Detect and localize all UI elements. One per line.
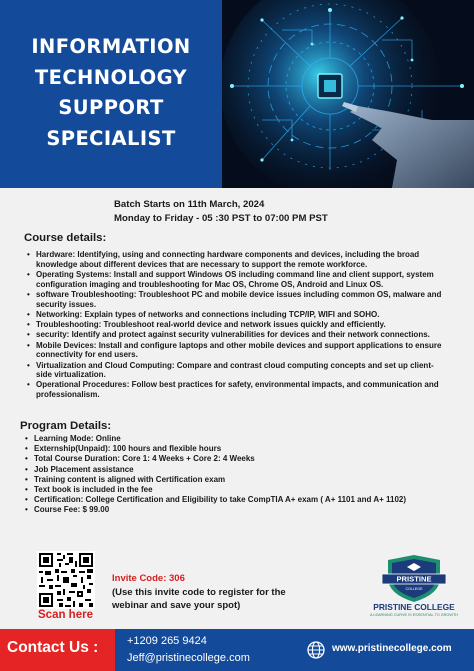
course-details-list: [26, 250, 442, 400]
list-item: • Course Fee: $ 99.00: [24, 505, 414, 515]
invite-instructions: (Use this invite code to register for the webinar and save your spot): [112, 587, 286, 611]
hero-tech-image: [222, 0, 474, 188]
course-title-line: TECHNOLOGY: [34, 65, 188, 89]
logo-badge-subtext: COLLEGE: [405, 587, 423, 591]
contact-label-box: [0, 629, 115, 671]
course-details-heading: Course details:: [24, 232, 107, 244]
college-name: PRISTINE COLLEGE: [373, 602, 455, 612]
program-details-heading: Program Details:: [20, 420, 112, 432]
list-item: • Operational Procedures: Follow best practices for safety, environmental impacts, and communication and professionalism.: [26, 380, 442, 400]
course-title-line: INFORMATION: [31, 35, 191, 58]
list-item: • Virtualization and Cloud Computing: Compare and contrast cloud computing concepts and set up client-side virtualization.: [26, 361, 442, 381]
phone-link[interactable]: +1209 265 9424: [127, 635, 207, 647]
batch-info: [114, 198, 328, 226]
circuit-hand-illustration: [222, 0, 474, 188]
qr-code-icon: [37, 551, 95, 609]
list-item: • Externship(Unpaid): 100 hours and flexible hours: [24, 444, 414, 454]
college-tagline: A LEARNING CURVE IS ESSENTIAL TO GROWTH: [369, 613, 459, 617]
logo-badge-text: PRISTINE: [396, 574, 432, 584]
list-item: • Learning Mode: Online: [24, 434, 414, 444]
course-title: [0, 32, 222, 154]
list-item: • Troubleshooting: Troubleshoot real-world device and network issues quickly and efficiently.: [26, 320, 442, 330]
hero-banner: [0, 0, 474, 188]
shield-icon: [374, 552, 454, 604]
list-item: • Networking: Explain types of networks and connections including TCP/IP, WIFI and SOHO.: [26, 310, 442, 320]
website-link[interactable]: www.pristinecollege.com: [332, 643, 452, 654]
qr-code[interactable]: [37, 551, 95, 609]
scan-here-label: Scan here: [38, 609, 93, 621]
list-item: • security: Identify and protect against security vulnerabilities for devices and their network connections.: [26, 330, 442, 340]
list-item: • Training content is aligned with Certification exam: [24, 475, 414, 485]
course-title-line: SUPPORT: [58, 96, 164, 119]
list-item: • Text book is included in the fee: [24, 485, 414, 495]
program-details-list: [24, 434, 414, 516]
hero-title-panel: [0, 0, 222, 188]
globe-icon: [307, 641, 325, 659]
list-item: • Operating Systems: Install and support Windows OS including command line and client support, system configuration imaging and troubleshooting for Mac OS, Chrome OS, Android and Linux OS.: [26, 270, 442, 290]
list-item: • Mobile Devices: Install and configure laptops and other mobile devices and support applications to ensure connectivity for end users.: [26, 341, 442, 361]
contact-footer: [0, 629, 474, 671]
list-item: • software Troubleshooting: Troubleshoot PC and mobile device issues including common OS, malware and security issues.: [26, 290, 442, 310]
list-item: • Job Placement assistance: [24, 465, 414, 475]
list-item: • Certification: College Certification and Eligibility to take CompTIA A+ exam ( A+ 1101 and A+ 1102): [24, 495, 414, 505]
invite-code: Invite Code: 306: [112, 573, 185, 584]
list-item: • Hardware: Identifying, using and connecting hardware components and devices, including the broad knowledge about different devices that are necessary to support the remote workforce.: [26, 250, 442, 270]
list-item: • Total Course Duration: Core 1: 4 Weeks + Core 2: 4 Weeks: [24, 454, 414, 464]
batch-start-date: Batch Starts on 11th March, 2024: [114, 199, 265, 210]
email-link[interactable]: Jeff@pristinecollege.com: [127, 652, 250, 664]
batch-schedule: Monday to Friday - 05 :30 PST to 07:00 PM PST: [114, 213, 328, 224]
course-title-line: SPECIALIST: [46, 126, 176, 150]
contact-label: Contact Us :: [7, 639, 99, 656]
